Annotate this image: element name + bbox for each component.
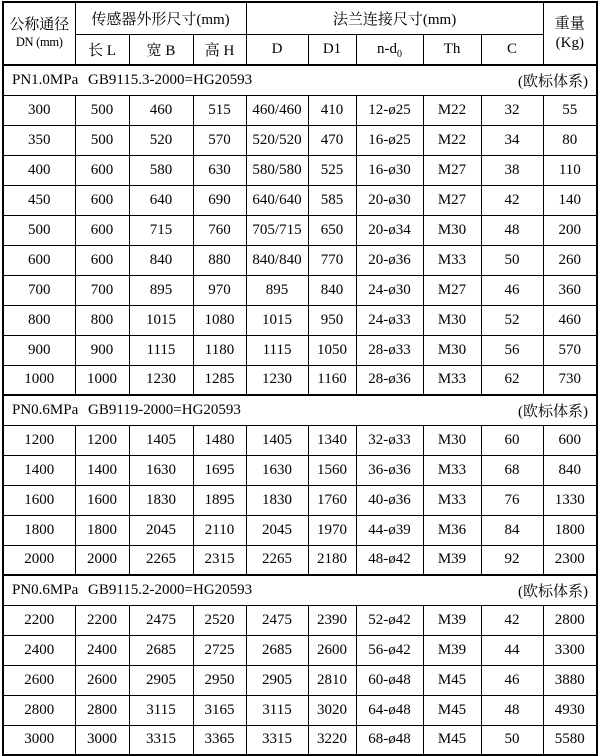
cell-d1: 770 (308, 245, 356, 275)
cell-dn: 2000 (3, 545, 75, 575)
cell-dn: 300 (3, 95, 75, 125)
cell-d1: 1050 (308, 335, 356, 365)
cell-n-d0: 40-ø36 (356, 485, 423, 515)
table-row (3, 335, 597, 365)
cell-d: 2685 (246, 635, 308, 665)
cell-dn: 1800 (3, 515, 75, 545)
cell-length-l: 1800 (75, 515, 129, 545)
cell-dn: 500 (3, 215, 75, 245)
cell-d: 1230 (246, 365, 308, 395)
cell-height-h: 2110 (193, 515, 246, 545)
cell-length-l: 600 (75, 155, 129, 185)
col-header-dn (3, 2, 75, 65)
cell-length-l: 800 (75, 305, 129, 335)
cell-length-l: 700 (75, 275, 129, 305)
cell-length-l: 500 (75, 95, 129, 125)
cell-weight: 600 (543, 425, 597, 455)
cell-dn: 1000 (3, 365, 75, 395)
table-row (3, 605, 597, 635)
cell-height-h: 570 (193, 125, 246, 155)
table-row (3, 185, 597, 215)
cell-d: 460/460 (246, 95, 308, 125)
cell-d: 640/640 (246, 185, 308, 215)
cell-height-h: 2315 (193, 545, 246, 575)
cell-height-h: 690 (193, 185, 246, 215)
cell-th: M33 (423, 455, 481, 485)
cell-d1: 1970 (308, 515, 356, 545)
cell-n-d0: 16-ø30 (356, 155, 423, 185)
table-header (3, 2, 597, 65)
weight-label-cn: 重量 (554, 15, 585, 32)
cell-d: 520/520 (246, 125, 308, 155)
header-group-row (3, 2, 597, 34)
cell-width-b: 2475 (129, 605, 193, 635)
cell-c: 42 (481, 605, 543, 635)
cell-length-l: 600 (75, 245, 129, 275)
cell-th: M30 (423, 425, 481, 455)
table-row (3, 515, 597, 545)
cell-width-b: 520 (129, 125, 193, 155)
cell-c: 44 (481, 635, 543, 665)
cell-weight: 360 (543, 275, 597, 305)
cell-n-d0: 20-ø34 (356, 215, 423, 245)
cell-length-l: 3000 (75, 725, 129, 755)
cell-d: 580/580 (246, 155, 308, 185)
cell-c: 46 (481, 275, 543, 305)
cell-d1: 840 (308, 275, 356, 305)
cell-width-b: 895 (129, 275, 193, 305)
cell-weight: 1800 (543, 515, 597, 545)
cell-length-l: 2800 (75, 695, 129, 725)
cell-d1: 650 (308, 215, 356, 245)
cell-c: 60 (481, 425, 543, 455)
standard-code-label: GB9115.3-2000=HG20593 (88, 71, 253, 88)
table-row (3, 305, 597, 335)
table-row (3, 215, 597, 245)
cell-dn: 3000 (3, 725, 75, 755)
cell-n-d0: 16-ø25 (356, 125, 423, 155)
cell-c: 76 (481, 485, 543, 515)
cell-c: 48 (481, 695, 543, 725)
cell-length-l: 2200 (75, 605, 129, 635)
cell-d: 705/715 (246, 215, 308, 245)
col-header-d1: D1 (308, 34, 356, 65)
cell-weight: 2800 (543, 605, 597, 635)
cell-weight: 460 (543, 305, 597, 335)
cell-th: M39 (423, 635, 481, 665)
cell-dn: 600 (3, 245, 75, 275)
cell-height-h: 515 (193, 95, 246, 125)
cell-n-d0: 20-ø30 (356, 185, 423, 215)
cell-weight: 5580 (543, 725, 597, 755)
cell-width-b: 2265 (129, 545, 193, 575)
cell-dn: 2600 (3, 665, 75, 695)
standard-system-note: (欧标体系) (518, 73, 589, 90)
cell-n-d0: 60-ø48 (356, 665, 423, 695)
section-header-row (3, 395, 597, 425)
cell-width-b: 1630 (129, 455, 193, 485)
cell-height-h: 1480 (193, 425, 246, 455)
cell-width-b: 3115 (129, 695, 193, 725)
cell-length-l: 2400 (75, 635, 129, 665)
cell-width-b: 1830 (129, 485, 193, 515)
weight-label-unit: (Kg) (555, 34, 584, 51)
cell-dn: 1200 (3, 425, 75, 455)
cell-width-b: 640 (129, 185, 193, 215)
col-header-n-d0 (356, 34, 423, 65)
cell-d1: 2810 (308, 665, 356, 695)
cell-weight: 140 (543, 185, 597, 215)
table-row (3, 245, 597, 275)
table-row (3, 125, 597, 155)
cell-height-h: 880 (193, 245, 246, 275)
cell-n-d0: 12-ø25 (356, 95, 423, 125)
cell-d1: 1560 (308, 455, 356, 485)
pressure-rating-label: PN1.0MPa (12, 71, 79, 88)
cell-n-d0: 48-ø42 (356, 545, 423, 575)
cell-th: M45 (423, 695, 481, 725)
standard-system-note: (欧标体系) (518, 403, 589, 420)
cell-c: 34 (481, 125, 543, 155)
cell-th: M33 (423, 365, 481, 395)
cell-c: 84 (481, 515, 543, 545)
cell-height-h: 630 (193, 155, 246, 185)
cell-dn: 2400 (3, 635, 75, 665)
cell-th: M22 (423, 95, 481, 125)
cell-dn: 350 (3, 125, 75, 155)
cell-height-h: 2725 (193, 635, 246, 665)
cell-n-d0: 24-ø33 (356, 305, 423, 335)
cell-weight: 260 (543, 245, 597, 275)
table-row (3, 665, 597, 695)
cell-width-b: 1405 (129, 425, 193, 455)
cell-length-l: 600 (75, 185, 129, 215)
cell-length-l: 500 (75, 125, 129, 155)
cell-th: M30 (423, 305, 481, 335)
cell-width-b: 715 (129, 215, 193, 245)
cell-c: 56 (481, 335, 543, 365)
cell-dn: 2800 (3, 695, 75, 725)
cell-height-h: 970 (193, 275, 246, 305)
n-d-subscript: 0 (397, 48, 403, 60)
cell-dn: 700 (3, 275, 75, 305)
cell-height-h: 1285 (193, 365, 246, 395)
cell-th: M39 (423, 605, 481, 635)
cell-dn: 450 (3, 185, 75, 215)
table-row (3, 635, 597, 665)
cell-n-d0: 56-ø42 (356, 635, 423, 665)
col-header-height-h: 高 H (193, 34, 246, 65)
dn-label-cn: 公称通径 (9, 17, 70, 34)
pressure-rating-label: PN0.6MPa (12, 401, 79, 418)
cell-n-d0: 36-ø36 (356, 455, 423, 485)
cell-width-b: 580 (129, 155, 193, 185)
cell-d: 2475 (246, 605, 308, 635)
standard-code-label: GB9115.2-2000=HG20593 (88, 581, 253, 598)
cell-height-h: 2950 (193, 665, 246, 695)
table-row (3, 275, 597, 305)
cell-n-d0: 52-ø42 (356, 605, 423, 635)
cell-height-h: 1695 (193, 455, 246, 485)
cell-th: M30 (423, 215, 481, 245)
cell-length-l: 1400 (75, 455, 129, 485)
cell-d1: 585 (308, 185, 356, 215)
cell-d: 1405 (246, 425, 308, 455)
cell-th: M30 (423, 335, 481, 365)
cell-th: M33 (423, 485, 481, 515)
cell-n-d0: 64-ø48 (356, 695, 423, 725)
cell-width-b: 460 (129, 95, 193, 125)
cell-n-d0: 28-ø33 (356, 335, 423, 365)
cell-height-h: 3365 (193, 725, 246, 755)
cell-weight: 570 (543, 335, 597, 365)
n-d-label: n-d (377, 40, 398, 57)
cell-d1: 3020 (308, 695, 356, 725)
table-row (3, 725, 597, 755)
cell-dn: 1600 (3, 485, 75, 515)
table-row (3, 455, 597, 485)
cell-height-h: 760 (193, 215, 246, 245)
cell-d: 895 (246, 275, 308, 305)
table-row (3, 485, 597, 515)
cell-weight: 80 (543, 125, 597, 155)
cell-c: 48 (481, 215, 543, 245)
cell-th: M39 (423, 545, 481, 575)
cell-dn: 2200 (3, 605, 75, 635)
cell-c: 32 (481, 95, 543, 125)
cell-height-h: 1080 (193, 305, 246, 335)
cell-width-b: 1115 (129, 335, 193, 365)
cell-c: 52 (481, 305, 543, 335)
cell-width-b: 1230 (129, 365, 193, 395)
table-row (3, 425, 597, 455)
cell-d1: 470 (308, 125, 356, 155)
cell-c: 62 (481, 365, 543, 395)
dn-label-unit: DN (mm) (15, 35, 63, 50)
table-row (3, 545, 597, 575)
cell-length-l: 2600 (75, 665, 129, 695)
cell-th: M33 (423, 245, 481, 275)
dimension-spec-table (2, 1, 598, 756)
cell-c: 68 (481, 455, 543, 485)
cell-weight: 730 (543, 365, 597, 395)
cell-n-d0: 68-ø48 (356, 725, 423, 755)
table-row (3, 695, 597, 725)
cell-d: 1015 (246, 305, 308, 335)
cell-weight: 110 (543, 155, 597, 185)
cell-d1: 410 (308, 95, 356, 125)
cell-weight: 3880 (543, 665, 597, 695)
cell-width-b: 840 (129, 245, 193, 275)
cell-weight: 4930 (543, 695, 597, 725)
cell-height-h: 1180 (193, 335, 246, 365)
cell-height-h: 1895 (193, 485, 246, 515)
cell-d1: 1340 (308, 425, 356, 455)
table-row (3, 95, 597, 125)
cell-height-h: 3165 (193, 695, 246, 725)
cell-width-b: 3315 (129, 725, 193, 755)
cell-dn: 1400 (3, 455, 75, 485)
cell-length-l: 1000 (75, 365, 129, 395)
col-header-c: C (481, 34, 543, 65)
cell-weight: 55 (543, 95, 597, 125)
cell-d1: 950 (308, 305, 356, 335)
cell-d: 840/840 (246, 245, 308, 275)
standard-code-label: GB9119-2000=HG20593 (88, 401, 241, 418)
cell-dn: 800 (3, 305, 75, 335)
cell-n-d0: 44-ø39 (356, 515, 423, 545)
cell-th: M27 (423, 275, 481, 305)
col-header-d: D (246, 34, 308, 65)
cell-d1: 1160 (308, 365, 356, 395)
col-group-sensor-dimensions: 传感器外形尺寸(mm) (75, 2, 246, 34)
pressure-rating-label: PN0.6MPa (12, 581, 79, 598)
cell-c: 38 (481, 155, 543, 185)
col-header-th: Th (423, 34, 481, 65)
table-row (3, 155, 597, 185)
section-header-row (3, 575, 597, 605)
cell-th: M27 (423, 185, 481, 215)
cell-dn: 400 (3, 155, 75, 185)
cell-width-b: 2905 (129, 665, 193, 695)
cell-weight: 200 (543, 215, 597, 245)
cell-d1: 2600 (308, 635, 356, 665)
cell-th: M45 (423, 725, 481, 755)
cell-weight: 840 (543, 455, 597, 485)
cell-th: M27 (423, 155, 481, 185)
cell-n-d0: 32-ø33 (356, 425, 423, 455)
cell-width-b: 2685 (129, 635, 193, 665)
cell-th: M22 (423, 125, 481, 155)
cell-length-l: 900 (75, 335, 129, 365)
cell-length-l: 1200 (75, 425, 129, 455)
cell-width-b: 2045 (129, 515, 193, 545)
col-header-weight (543, 2, 597, 65)
col-group-flange-dimensions: 法兰连接尺寸(mm) (246, 2, 543, 34)
cell-d: 2265 (246, 545, 308, 575)
cell-weight: 3300 (543, 635, 597, 665)
cell-height-h: 2520 (193, 605, 246, 635)
cell-width-b: 1015 (129, 305, 193, 335)
cell-weight: 1330 (543, 485, 597, 515)
cell-d1: 525 (308, 155, 356, 185)
cell-d: 3315 (246, 725, 308, 755)
cell-length-l: 600 (75, 215, 129, 245)
cell-c: 92 (481, 545, 543, 575)
cell-n-d0: 24-ø30 (356, 275, 423, 305)
cell-th: M45 (423, 665, 481, 695)
col-header-length-l: 长 L (75, 34, 129, 65)
table-body (3, 65, 597, 755)
cell-weight: 2300 (543, 545, 597, 575)
cell-c: 50 (481, 245, 543, 275)
cell-length-l: 1600 (75, 485, 129, 515)
col-header-width-b: 宽 B (129, 34, 193, 65)
cell-c: 42 (481, 185, 543, 215)
cell-d1: 3220 (308, 725, 356, 755)
cell-d: 1115 (246, 335, 308, 365)
cell-dn: 900 (3, 335, 75, 365)
cell-d: 1630 (246, 455, 308, 485)
cell-th: M36 (423, 515, 481, 545)
cell-d1: 2180 (308, 545, 356, 575)
section-header-row (3, 65, 597, 95)
table-row (3, 365, 597, 395)
cell-c: 46 (481, 665, 543, 695)
cell-c: 50 (481, 725, 543, 755)
cell-d: 3115 (246, 695, 308, 725)
cell-d1: 1760 (308, 485, 356, 515)
cell-d: 2905 (246, 665, 308, 695)
cell-d: 2045 (246, 515, 308, 545)
standard-system-note: (欧标体系) (518, 583, 589, 600)
cell-d: 1830 (246, 485, 308, 515)
cell-length-l: 2000 (75, 545, 129, 575)
cell-d1: 2390 (308, 605, 356, 635)
cell-n-d0: 28-ø36 (356, 365, 423, 395)
cell-n-d0: 20-ø36 (356, 245, 423, 275)
header-sub-row (3, 34, 597, 65)
